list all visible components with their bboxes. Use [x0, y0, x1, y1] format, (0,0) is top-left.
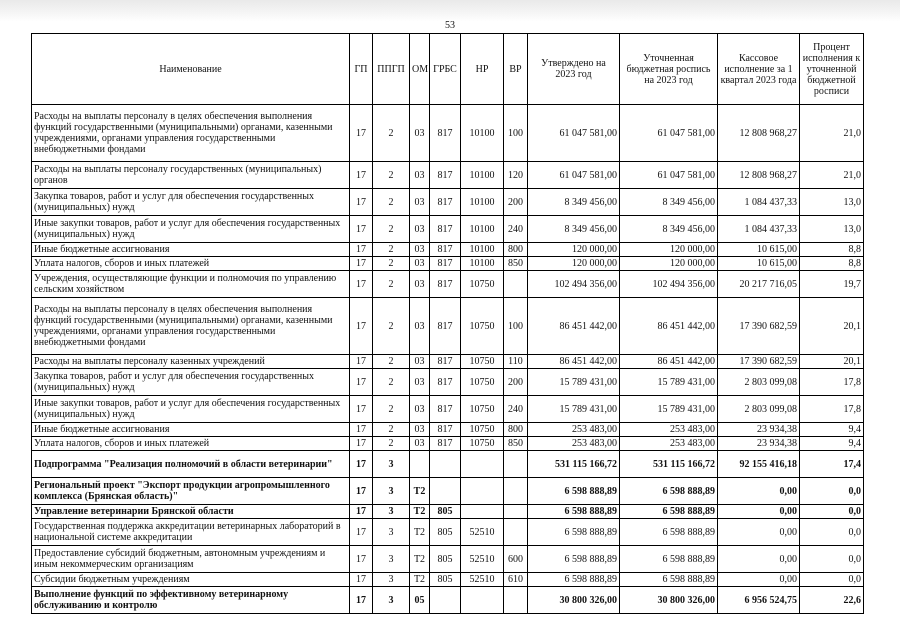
cell-approved: 61 047 581,00: [528, 105, 620, 162]
header-row: [32, 34, 864, 105]
cell-om: T2: [410, 519, 430, 546]
cell-refined: 102 494 356,00: [620, 271, 718, 298]
table-row: [32, 519, 864, 546]
cell-om: T2: [410, 478, 430, 505]
table-row: [32, 478, 864, 505]
cell-grbs: 817: [430, 162, 461, 189]
cell-refined: 15 789 431,00: [620, 396, 718, 423]
cell-name: Подпрограмма "Реализация полномочий в области ветеринарии": [32, 451, 350, 478]
table-row: [32, 369, 864, 396]
cell-approved: 531 115 166,72: [528, 451, 620, 478]
cell-cash: 10 615,00: [718, 257, 800, 271]
cell-cash: 92 155 416,18: [718, 451, 800, 478]
cell-refined: 61 047 581,00: [620, 162, 718, 189]
cell-ppgp: 2: [373, 369, 410, 396]
cell-ppgp: 2: [373, 162, 410, 189]
cell-nr: 52510: [461, 573, 504, 587]
cell-ppgp: 3: [373, 587, 410, 614]
cell-ppgp: 3: [373, 519, 410, 546]
cell-name: Иные бюджетные ассигнования: [32, 243, 350, 257]
cell-om: 03: [410, 423, 430, 437]
cell-approved: 61 047 581,00: [528, 162, 620, 189]
cell-cash: 0,00: [718, 478, 800, 505]
header-refined: Уточненная бюджетная роспись на 2023 год: [620, 34, 718, 105]
cell-refined: 6 598 888,89: [620, 573, 718, 587]
cell-percent: 8,8: [800, 243, 864, 257]
cell-vr: [504, 271, 528, 298]
cell-refined: 120 000,00: [620, 257, 718, 271]
cell-ppgp: 2: [373, 271, 410, 298]
cell-grbs: 817: [430, 271, 461, 298]
cell-percent: 17,8: [800, 369, 864, 396]
cell-name: Предоставление субсидий бюджетным, автономным учреждениям и иным некоммерческим организациям: [32, 546, 350, 573]
scan-edge: [0, 0, 900, 22]
cell-nr: 10100: [461, 243, 504, 257]
cell-grbs: 817: [430, 423, 461, 437]
cell-vr: 610: [504, 573, 528, 587]
cell-cash: 6 956 524,75: [718, 587, 800, 614]
cell-percent: 21,0: [800, 105, 864, 162]
cell-om: T2: [410, 573, 430, 587]
cell-vr: 120: [504, 162, 528, 189]
cell-approved: 102 494 356,00: [528, 271, 620, 298]
cell-refined: 15 789 431,00: [620, 369, 718, 396]
cell-cash: 2 803 099,08: [718, 396, 800, 423]
cell-name: Региональный проект "Экспорт продукции агропромышленного комплекса (Брянская область)": [32, 478, 350, 505]
cell-ppgp: 2: [373, 257, 410, 271]
table-row: [32, 189, 864, 216]
cell-gp: 17: [350, 505, 373, 519]
cell-vr: 600: [504, 546, 528, 573]
cell-cash: 0,00: [718, 505, 800, 519]
cell-name: Иные закупки товаров, работ и услуг для обеспечения государственных (муниципальных) нужд: [32, 396, 350, 423]
cell-ppgp: 2: [373, 355, 410, 369]
cell-gp: 17: [350, 355, 373, 369]
cell-percent: 8,8: [800, 257, 864, 271]
cell-ppgp: 2: [373, 396, 410, 423]
cell-approved: 120 000,00: [528, 243, 620, 257]
cell-gp: 17: [350, 587, 373, 614]
cell-approved: 253 483,00: [528, 423, 620, 437]
cell-om: 03: [410, 105, 430, 162]
cell-grbs: 817: [430, 105, 461, 162]
cell-vr: [504, 451, 528, 478]
cell-ppgp: 3: [373, 573, 410, 587]
cell-refined: 6 598 888,89: [620, 546, 718, 573]
cell-om: 05: [410, 587, 430, 614]
cell-refined: 86 451 442,00: [620, 355, 718, 369]
cell-percent: 22,6: [800, 587, 864, 614]
cell-nr: 10100: [461, 216, 504, 243]
table-row: [32, 423, 864, 437]
cell-approved: 6 598 888,89: [528, 478, 620, 505]
header-name: Наименование: [32, 34, 350, 105]
cell-gp: 17: [350, 243, 373, 257]
cell-ppgp: 2: [373, 298, 410, 355]
cell-name: Закупка товаров, работ и услуг для обеспечения государственных (муниципальных) нужд: [32, 189, 350, 216]
cell-gp: 17: [350, 257, 373, 271]
cell-approved: 6 598 888,89: [528, 573, 620, 587]
cell-refined: 6 598 888,89: [620, 478, 718, 505]
cell-vr: 240: [504, 216, 528, 243]
table-row: [32, 505, 864, 519]
table-body: [32, 105, 864, 614]
cell-ppgp: 3: [373, 505, 410, 519]
cell-percent: 21,0: [800, 162, 864, 189]
cell-percent: 0,0: [800, 573, 864, 587]
cell-refined: 30 800 326,00: [620, 587, 718, 614]
cell-percent: 20,1: [800, 298, 864, 355]
cell-grbs: 817: [430, 437, 461, 451]
cell-om: 03: [410, 243, 430, 257]
header-grbs: ГРБС: [430, 34, 461, 105]
cell-percent: 9,4: [800, 437, 864, 451]
cell-ppgp: 2: [373, 105, 410, 162]
cell-om: 03: [410, 189, 430, 216]
cell-grbs: 817: [430, 298, 461, 355]
cell-grbs: 805: [430, 519, 461, 546]
cell-nr: 10750: [461, 396, 504, 423]
cell-cash: 17 390 682,59: [718, 355, 800, 369]
cell-om: 03: [410, 369, 430, 396]
cell-grbs: [430, 478, 461, 505]
cell-vr: 800: [504, 423, 528, 437]
cell-ppgp: 2: [373, 216, 410, 243]
cell-om: T2: [410, 505, 430, 519]
cell-ppgp: 3: [373, 478, 410, 505]
cell-approved: 15 789 431,00: [528, 396, 620, 423]
cell-nr: 10750: [461, 355, 504, 369]
cell-refined: 6 598 888,89: [620, 519, 718, 546]
table-row: [32, 216, 864, 243]
cell-om: 03: [410, 257, 430, 271]
cell-name: Расходы на выплаты персоналу государственных (муниципальных) органов: [32, 162, 350, 189]
cell-gp: 17: [350, 189, 373, 216]
cell-name: Закупка товаров, работ и услуг для обеспечения государственных (муниципальных) нужд: [32, 369, 350, 396]
cell-ppgp: 2: [373, 437, 410, 451]
cell-grbs: 805: [430, 505, 461, 519]
cell-refined: 6 598 888,89: [620, 505, 718, 519]
cell-nr: 52510: [461, 546, 504, 573]
cell-cash: 17 390 682,59: [718, 298, 800, 355]
cell-cash: 10 615,00: [718, 243, 800, 257]
cell-refined: 61 047 581,00: [620, 105, 718, 162]
cell-percent: 13,0: [800, 189, 864, 216]
cell-refined: 8 349 456,00: [620, 189, 718, 216]
table-row: [32, 355, 864, 369]
cell-cash: 1 084 437,33: [718, 216, 800, 243]
table-row: [32, 298, 864, 355]
cell-vr: 240: [504, 396, 528, 423]
cell-nr: [461, 478, 504, 505]
cell-name: Учреждения, осуществляющие функции и полномочия по управлению сельским хозяйством: [32, 271, 350, 298]
cell-vr: 850: [504, 437, 528, 451]
cell-percent: 17,8: [800, 396, 864, 423]
cell-percent: 0,0: [800, 505, 864, 519]
cell-name: Выполнение функций по эффективному ветеринарному обслуживанию и контролю: [32, 587, 350, 614]
cell-grbs: 817: [430, 396, 461, 423]
cell-cash: 0,00: [718, 519, 800, 546]
cell-percent: 19,7: [800, 271, 864, 298]
cell-vr: [504, 478, 528, 505]
cell-vr: 200: [504, 369, 528, 396]
cell-gp: 17: [350, 519, 373, 546]
cell-cash: 12 808 968,27: [718, 162, 800, 189]
cell-om: 03: [410, 162, 430, 189]
cell-vr: 100: [504, 298, 528, 355]
cell-cash: 23 934,38: [718, 423, 800, 437]
cell-gp: 17: [350, 369, 373, 396]
cell-gp: 17: [350, 451, 373, 478]
header-ppgp: ППГП: [373, 34, 410, 105]
cell-grbs: 805: [430, 573, 461, 587]
cell-name: Расходы на выплаты персоналу казенных учреждений: [32, 355, 350, 369]
header-cash: Кассовое исполнение за 1 квартал 2023 года: [718, 34, 800, 105]
page-number: 53: [445, 20, 455, 31]
cell-grbs: 805: [430, 546, 461, 573]
cell-cash: 12 808 968,27: [718, 105, 800, 162]
cell-vr: 800: [504, 243, 528, 257]
cell-gp: 17: [350, 423, 373, 437]
cell-om: [410, 451, 430, 478]
cell-gp: 17: [350, 437, 373, 451]
cell-refined: 531 115 166,72: [620, 451, 718, 478]
cell-ppgp: 2: [373, 189, 410, 216]
cell-cash: 20 217 716,05: [718, 271, 800, 298]
cell-gp: 17: [350, 162, 373, 189]
cell-cash: 1 084 437,33: [718, 189, 800, 216]
cell-nr: 10100: [461, 189, 504, 216]
cell-percent: 13,0: [800, 216, 864, 243]
table-row: [32, 162, 864, 189]
table-row: [32, 396, 864, 423]
cell-nr: [461, 451, 504, 478]
cell-nr: 10750: [461, 298, 504, 355]
cell-grbs: 817: [430, 216, 461, 243]
cell-grbs: [430, 451, 461, 478]
cell-approved: 6 598 888,89: [528, 505, 620, 519]
cell-gp: 17: [350, 105, 373, 162]
cell-gp: 17: [350, 298, 373, 355]
cell-refined: 120 000,00: [620, 243, 718, 257]
cell-gp: 17: [350, 573, 373, 587]
cell-approved: 30 800 326,00: [528, 587, 620, 614]
cell-approved: 8 349 456,00: [528, 216, 620, 243]
cell-grbs: 817: [430, 257, 461, 271]
cell-refined: 8 349 456,00: [620, 216, 718, 243]
table-row: [32, 451, 864, 478]
header-gp: ГП: [350, 34, 373, 105]
cell-name: Уплата налогов, сборов и иных платежей: [32, 257, 350, 271]
cell-nr: 10750: [461, 437, 504, 451]
table-row: [32, 546, 864, 573]
cell-percent: 0,0: [800, 478, 864, 505]
header-vr: ВР: [504, 34, 528, 105]
cell-vr: 200: [504, 189, 528, 216]
cell-om: T2: [410, 546, 430, 573]
cell-name: Управление ветеринарии Брянской области: [32, 505, 350, 519]
cell-om: 03: [410, 355, 430, 369]
cell-grbs: 817: [430, 189, 461, 216]
cell-grbs: 817: [430, 369, 461, 396]
cell-gp: 17: [350, 478, 373, 505]
cell-om: 03: [410, 437, 430, 451]
cell-gp: 17: [350, 396, 373, 423]
cell-ppgp: 3: [373, 451, 410, 478]
cell-grbs: 817: [430, 355, 461, 369]
header-om: ОМ: [410, 34, 430, 105]
cell-vr: [504, 587, 528, 614]
cell-vr: [504, 519, 528, 546]
table-row: [32, 437, 864, 451]
table-row: [32, 105, 864, 162]
cell-name: Государственная поддержка аккредитации ветеринарных лабораторий в национальной системе аккредитации: [32, 519, 350, 546]
cell-cash: 2 803 099,08: [718, 369, 800, 396]
cell-approved: 6 598 888,89: [528, 546, 620, 573]
cell-gp: 17: [350, 546, 373, 573]
cell-refined: 253 483,00: [620, 423, 718, 437]
cell-nr: 10100: [461, 105, 504, 162]
cell-cash: 23 934,38: [718, 437, 800, 451]
cell-vr: 100: [504, 105, 528, 162]
cell-gp: 17: [350, 216, 373, 243]
cell-refined: 253 483,00: [620, 437, 718, 451]
cell-ppgp: 3: [373, 546, 410, 573]
cell-om: 03: [410, 271, 430, 298]
header-percent: Процент исполнения к уточненной бюджетной росписи: [800, 34, 864, 105]
cell-name: Иные бюджетные ассигнования: [32, 423, 350, 437]
cell-approved: 15 789 431,00: [528, 369, 620, 396]
cell-grbs: [430, 587, 461, 614]
cell-om: 03: [410, 298, 430, 355]
cell-nr: [461, 505, 504, 519]
table-row: [32, 257, 864, 271]
cell-gp: 17: [350, 271, 373, 298]
cell-om: 03: [410, 216, 430, 243]
cell-approved: 6 598 888,89: [528, 519, 620, 546]
cell-approved: 86 451 442,00: [528, 355, 620, 369]
cell-refined: 86 451 442,00: [620, 298, 718, 355]
cell-nr: [461, 587, 504, 614]
cell-approved: 253 483,00: [528, 437, 620, 451]
cell-name: Иные закупки товаров, работ и услуг для обеспечения государственных (муниципальных) нужд: [32, 216, 350, 243]
cell-approved: 8 349 456,00: [528, 189, 620, 216]
cell-nr: 10750: [461, 369, 504, 396]
cell-vr: 110: [504, 355, 528, 369]
header-approved: Утверждено на 2023 год: [528, 34, 620, 105]
cell-ppgp: 2: [373, 243, 410, 257]
table-row: [32, 243, 864, 257]
cell-cash: 0,00: [718, 573, 800, 587]
cell-name: Субсидии бюджетным учреждениям: [32, 573, 350, 587]
cell-nr: 10750: [461, 423, 504, 437]
cell-cash: 0,00: [718, 546, 800, 573]
cell-approved: 86 451 442,00: [528, 298, 620, 355]
cell-om: 03: [410, 396, 430, 423]
cell-ppgp: 2: [373, 423, 410, 437]
cell-percent: 17,4: [800, 451, 864, 478]
cell-grbs: 817: [430, 243, 461, 257]
table-row: [32, 271, 864, 298]
cell-percent: 0,0: [800, 546, 864, 573]
cell-vr: 850: [504, 257, 528, 271]
cell-name: Расходы на выплаты персоналу в целях обеспечения выполнения функций государственными (муниципальными) органами, казенными учреждениями, органами управления государственными внебюджетными фондами: [32, 298, 350, 355]
cell-name: Уплата налогов, сборов и иных платежей: [32, 437, 350, 451]
cell-approved: 120 000,00: [528, 257, 620, 271]
cell-nr: 10100: [461, 257, 504, 271]
header-nr: НР: [461, 34, 504, 105]
table-row: [32, 573, 864, 587]
table-row: [32, 587, 864, 614]
cell-percent: 0,0: [800, 519, 864, 546]
cell-nr: 10100: [461, 162, 504, 189]
cell-vr: [504, 505, 528, 519]
cell-name: Расходы на выплаты персоналу в целях обеспечения выполнения функций государственными (муниципальными) органами, казенными учреждениями, органами управления государственными внебюджетными фондами: [32, 105, 350, 162]
cell-percent: 9,4: [800, 423, 864, 437]
cell-nr: 52510: [461, 519, 504, 546]
cell-nr: 10750: [461, 271, 504, 298]
cell-percent: 20,1: [800, 355, 864, 369]
budget-table: [31, 33, 864, 614]
